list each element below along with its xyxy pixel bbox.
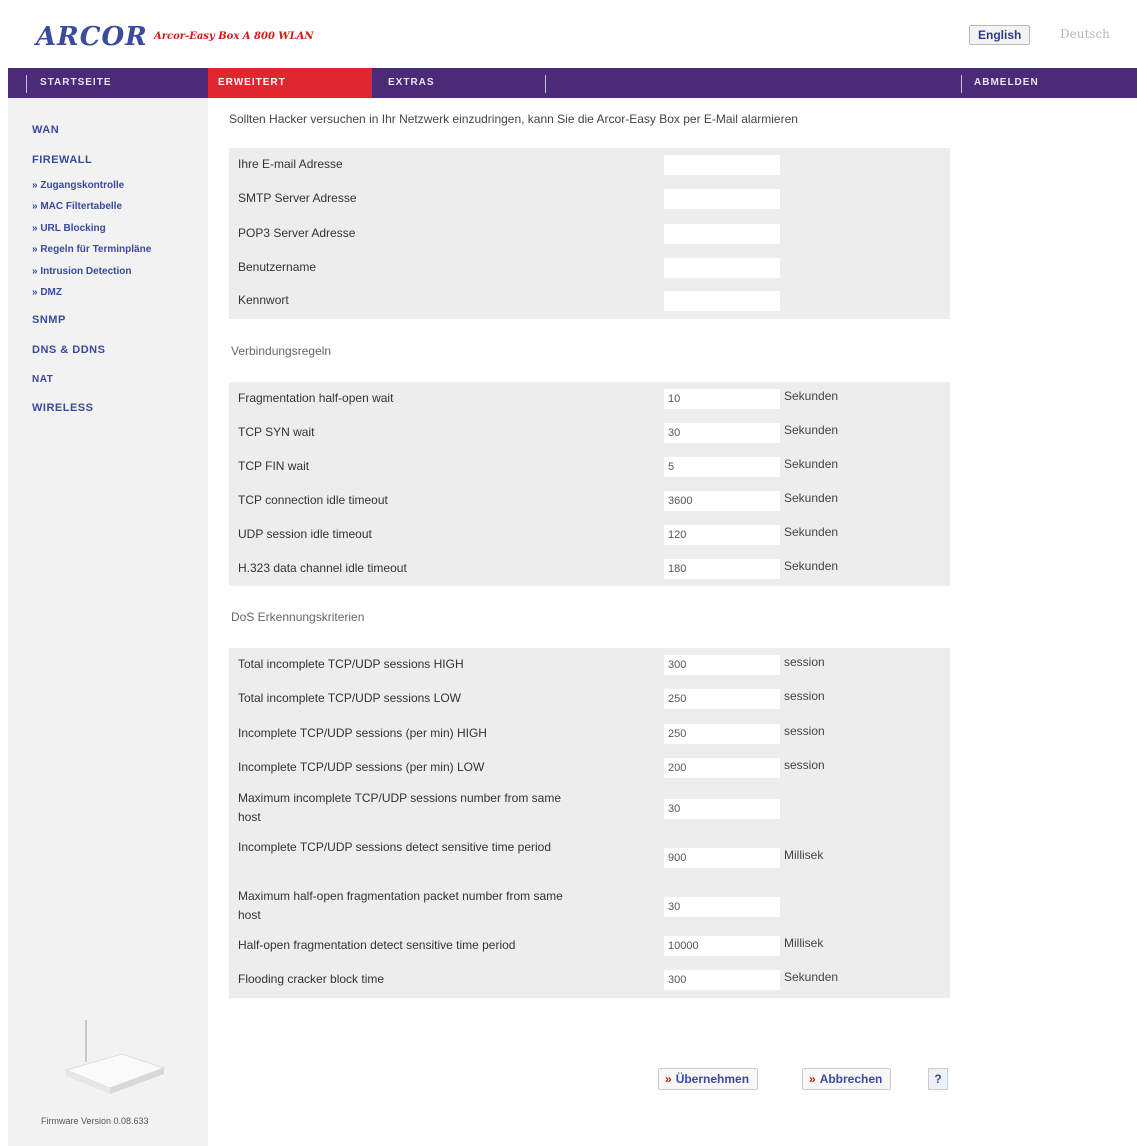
row-label: Half-open fragmentation detect sensitive time period (238, 938, 516, 952)
nav-extras[interactable]: EXTRAS (388, 77, 435, 88)
sidebar-item-wan[interactable]: WAN (32, 124, 60, 136)
password-label: Kennwort (238, 293, 289, 307)
main-nav (8, 68, 1137, 98)
row-label: Flooding cracker block time (238, 972, 385, 986)
frag-halfopen-wait-input[interactable] (664, 389, 780, 409)
username-input[interactable] (664, 258, 780, 278)
nav-abmelden[interactable]: ABMELDEN (974, 77, 1039, 88)
nav-erweitert[interactable]: ERWEITERT (208, 68, 372, 98)
row-label: Incomplete TCP/UDP sessions detect sensitive time period (238, 840, 552, 854)
unit-label: session (784, 655, 825, 669)
sidebar-subitem-url-blocking[interactable]: » URL Blocking (32, 223, 106, 234)
h323-idle-timeout-input[interactable] (664, 559, 780, 579)
nav-separator (961, 75, 962, 93)
email-label: Ihre E-mail Adresse (238, 157, 343, 171)
row-label: TCP connection idle timeout (238, 493, 388, 507)
unit-label: Sekunden (784, 423, 839, 437)
apply-label: Übernehmen (675, 1072, 750, 1086)
arrow-icon: » (665, 1072, 672, 1086)
pop3-label: POP3 Server Adresse (238, 226, 356, 240)
header (0, 0, 1137, 68)
firmware-version: Firmware Version 0.08.633 (41, 1116, 149, 1126)
password-input[interactable] (664, 291, 780, 311)
row-label: Incomplete TCP/UDP sessions (per min) LOW (238, 760, 485, 774)
row-label: Total incomplete TCP/UDP sessions LOW (238, 691, 461, 705)
smtp-input[interactable] (664, 189, 780, 209)
sidebar-subitem-zugangskontrolle[interactable]: » Zugangskontrolle (32, 180, 125, 191)
tcp-fin-wait-input[interactable] (664, 457, 780, 477)
arcor-logo: ARCOR (36, 22, 148, 52)
verbindungsregeln-panel (229, 382, 950, 586)
nav-separator (26, 75, 27, 93)
sidebar-item-firewall[interactable]: FIREWALL (32, 154, 93, 166)
sidebar-item-wireless[interactable]: WIRELESS (32, 402, 94, 414)
sidebar-item-snmp[interactable]: SNMP (32, 314, 66, 326)
unit-label: session (784, 724, 825, 738)
email-input[interactable] (664, 155, 780, 175)
unit-label: Sekunden (784, 457, 839, 471)
unit-label: session (784, 758, 825, 772)
unit-label: Millisek (784, 936, 824, 950)
total-incomplete-low-input[interactable] (664, 689, 780, 709)
nav-startseite[interactable]: STARTSEITE (40, 77, 112, 88)
total-incomplete-high-input[interactable] (664, 655, 780, 675)
pop3-input[interactable] (664, 224, 780, 244)
row-label: H.323 data channel idle timeout (238, 561, 407, 575)
apply-button[interactable] (658, 1068, 758, 1090)
lang-deutsch-button[interactable]: Deutsch (1060, 27, 1110, 41)
row-label: Total incomplete TCP/UDP sessions HIGH (238, 657, 464, 671)
sidebar-subitem-mac-filter[interactable]: » MAC Filtertabelle (32, 201, 123, 212)
intro-text: Sollten Hacker versuchen in Ihr Netzwerk einzudringen, kann Sie die Arcor-Easy Box per E-Mail alarmieren (229, 112, 798, 126)
sidebar-item-dns-ddns[interactable]: DNS & DDNS (32, 344, 106, 356)
sidebar-subitem-dmz[interactable]: » DMZ (32, 287, 62, 298)
arrow-icon: » (809, 1072, 816, 1086)
unit-label: Sekunden (784, 389, 839, 403)
sidebar-subitem-intrusion-detection[interactable]: » Intrusion Detection (32, 266, 132, 277)
lang-english-button[interactable]: English (969, 25, 1030, 45)
cancel-button[interactable] (802, 1068, 891, 1090)
smtp-label: SMTP Server Adresse (238, 191, 357, 205)
tcp-syn-wait-input[interactable] (664, 423, 780, 443)
cancel-label: Abbrechen (819, 1072, 883, 1086)
section-title-verbindungsregeln: Verbindungsregeln (231, 344, 332, 358)
row-label: TCP SYN wait (238, 425, 315, 439)
unit-label: Sekunden (784, 970, 839, 984)
section-title-dos: DoS Erkennungskriterien (231, 610, 365, 624)
halfopen-frag-detect-period-input[interactable] (664, 936, 780, 956)
udp-idle-timeout-input[interactable] (664, 525, 780, 545)
nav-separator (545, 75, 546, 93)
incomplete-permin-high-input[interactable] (664, 724, 780, 744)
max-halfopen-frag-input[interactable] (664, 897, 780, 917)
email-alert-panel (229, 148, 950, 319)
dos-panel (229, 648, 950, 998)
router-image (60, 1018, 170, 1098)
username-label: Benutzername (238, 260, 317, 274)
row-label: Maximum incomplete TCP/UDP sessions number from same host (238, 791, 561, 824)
row-label: UDP session idle timeout (238, 527, 372, 541)
unit-label: session (784, 689, 825, 703)
incomplete-permin-low-input[interactable] (664, 758, 780, 778)
sidebar (8, 98, 208, 1146)
product-name: Arcor-Easy Box A 800 WLAN (154, 31, 314, 42)
sidebar-subitem-terminplaene[interactable]: » Regeln für Terminpläne (32, 244, 152, 255)
row-label: Maximum half-open fragmentation packet number from same host (238, 889, 563, 922)
unit-label: Millisek (784, 848, 824, 862)
incomplete-detect-period-input[interactable] (664, 848, 780, 868)
unit-label: Sekunden (784, 491, 839, 505)
row-label: Fragmentation half-open wait (238, 391, 394, 405)
unit-label: Sekunden (784, 525, 839, 539)
sidebar-item-nat[interactable]: NAT (32, 374, 54, 385)
row-label: Incomplete TCP/UDP sessions (per min) HIGH (238, 726, 487, 740)
flooding-block-time-input[interactable] (664, 970, 780, 990)
help-button[interactable]: ? (928, 1068, 948, 1090)
max-incomplete-same-host-input[interactable] (664, 799, 780, 819)
row-label: TCP FIN wait (238, 459, 310, 473)
unit-label: Sekunden (784, 559, 839, 573)
tcp-idle-timeout-input[interactable] (664, 491, 780, 511)
